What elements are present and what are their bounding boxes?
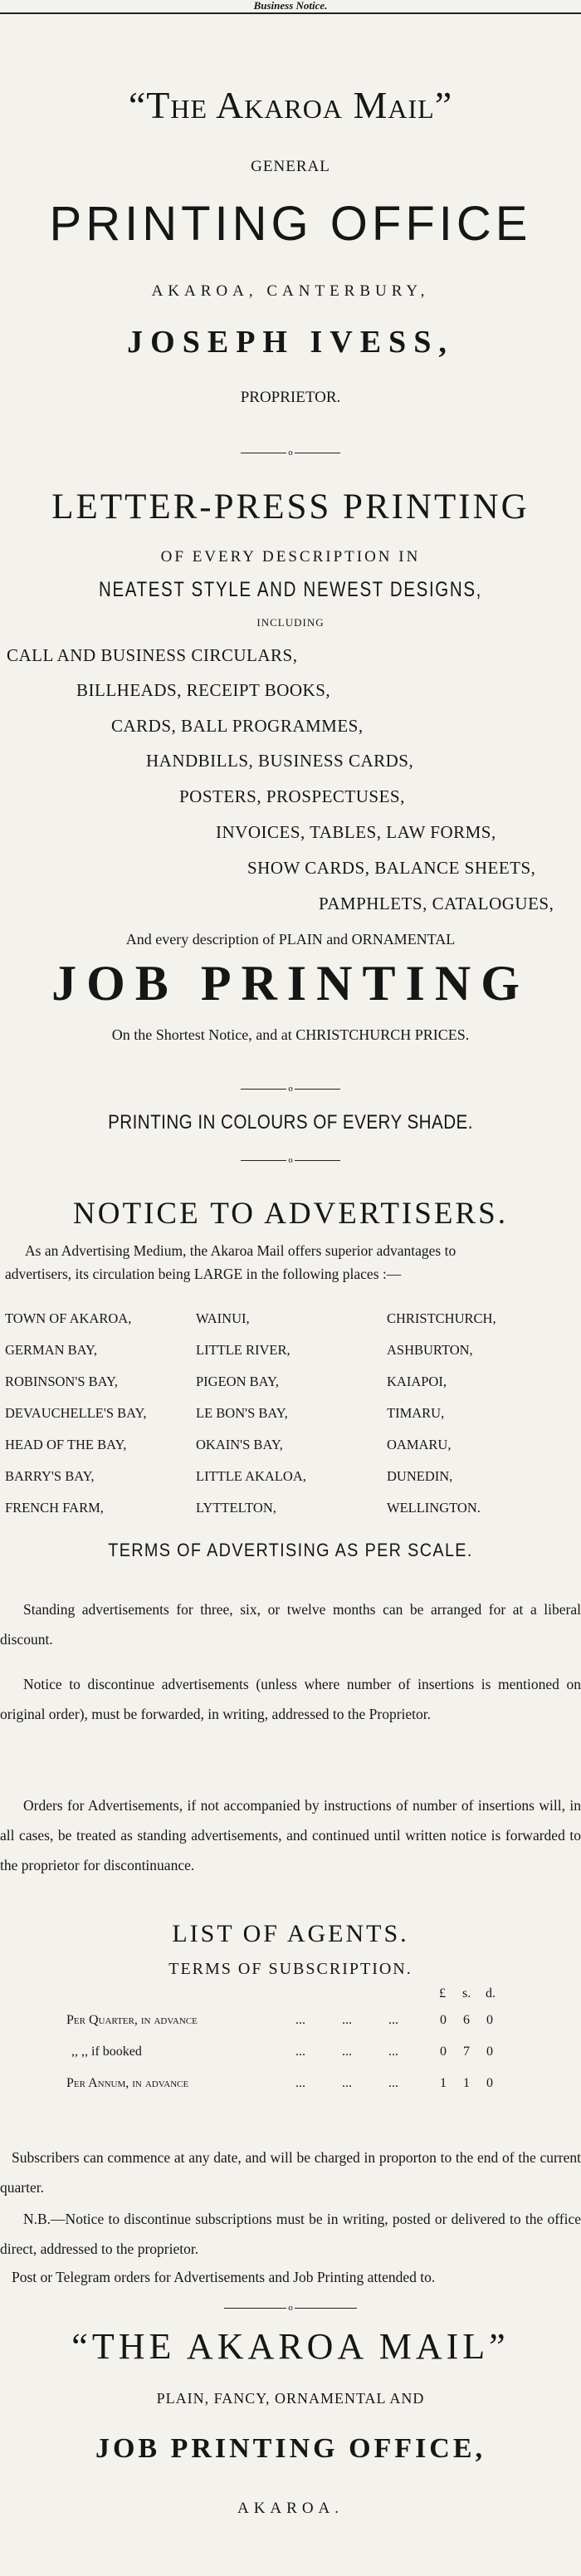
- footer-line-1: PLAIN, FANCY, ORNAMENTAL AND: [156, 2390, 425, 2407]
- subscription-heading: TERMS OF SUBSCRIPTION.: [168, 1960, 413, 1978]
- subscription-label: Per Quarter, in advance: [66, 2013, 198, 2027]
- advertisers-intro-2: advertisers, its circulation being LARGE in the following places :—: [5, 1266, 402, 1282]
- leader-dots: ...: [295, 2045, 305, 2059]
- subscription-paragraph: [0, 2143, 581, 2209]
- ornamental-rule: o: [241, 1156, 340, 1166]
- list-item: SHOW CARDS, BALANCE SHEETS,: [247, 858, 536, 878]
- footer-paper-title: “THE AKAROA MAIL”: [71, 2326, 510, 2367]
- pounds-value: 0: [440, 2013, 447, 2027]
- advertisers-intro-1: As an Advertising Medium, the Akaroa Mail offers superior advantages to: [25, 1242, 456, 1259]
- subscription-column-headers: [0, 1986, 581, 2008]
- place-name: WELLINGTON.: [387, 1500, 481, 1516]
- place-name: ROBINSON'S BAY,: [5, 1374, 118, 1389]
- list-item: HANDBILLS, BUSINESS CARDS,: [146, 751, 414, 771]
- place-name: CHRISTCHURCH,: [387, 1310, 496, 1326]
- place-name: OAMARU,: [387, 1437, 452, 1452]
- place-name: GERMAN BAY,: [5, 1342, 97, 1358]
- proprietor-name: JOSEPH IVESS,: [127, 325, 454, 360]
- list-item: BILLHEADS, RECEIPT BOOKS,: [76, 680, 331, 700]
- pence-value: 0: [486, 2013, 493, 2027]
- leader-dots: ...: [388, 2013, 398, 2027]
- section-header: [0, 0, 581, 13]
- place-name: LYTTELTON,: [196, 1500, 276, 1516]
- proprietor-label: PROPRIETOR.: [240, 389, 341, 406]
- advertising-paragraph: [0, 1669, 581, 1761]
- place-name: KAIAPOI,: [387, 1374, 447, 1389]
- location-line: AKAROA, CANTERBURY,: [151, 282, 430, 300]
- subscription-label: Per Annum, in advance: [66, 2076, 189, 2090]
- place-name: DUNEDIN,: [387, 1468, 453, 1484]
- terms-advertising: TERMS OF ADVERTISING AS PER SCALE.: [108, 1540, 473, 1560]
- pence-value: 0: [486, 2045, 493, 2059]
- leader-dots: ...: [342, 2045, 352, 2059]
- list-item: CALL AND BUSINESS CIRCULARS,: [7, 645, 298, 665]
- leader-dots: ...: [342, 2013, 352, 2027]
- place-name: LITTLE AKALOA,: [196, 1468, 306, 1484]
- list-item: INVOICES, TABLES, LAW FORMS,: [216, 822, 496, 842]
- shillings-header: s.: [462, 1986, 471, 2001]
- colours-line: PRINTING IN COLOURS OF EVERY SHADE.: [108, 1111, 473, 1134]
- subscription-row: [0, 2076, 581, 2098]
- letterpress-sub2: NEATEST STYLE AND NEWEST DESIGNS,: [99, 578, 482, 601]
- general-label: GENERAL: [251, 158, 330, 175]
- shillings-value: 7: [463, 2045, 470, 2059]
- ornamental-rule: o: [224, 2304, 357, 2314]
- subscription-paragraph: [0, 2262, 581, 2295]
- letterpress-sub1: OF EVERY DESCRIPTION IN: [160, 548, 421, 566]
- paper-title: “The Akaroa Mail”: [128, 84, 453, 126]
- letterpress-heading: LETTER-PRESS PRINTING: [51, 487, 530, 526]
- list-item: PAMPHLETS, CATALOGUES,: [319, 894, 554, 913]
- list-item: CARDS, BALL PROGRAMMES,: [111, 716, 364, 736]
- advertising-paragraph: [0, 1790, 581, 1890]
- shillings-value: 6: [463, 2013, 470, 2027]
- place-name: LITTLE RIVER,: [196, 1342, 290, 1358]
- footer-line-2: JOB PRINTING OFFICE,: [95, 2433, 486, 2464]
- para-nb: N.B.—Notice to discontinue subscriptions must be in writing, posted or delivered to the office direct, addressed to the proprietor.: [0, 2211, 581, 2257]
- pence-header: d.: [486, 1986, 496, 2001]
- pounds-header: £: [439, 1986, 446, 2001]
- place-name: LE BON'S BAY,: [196, 1405, 288, 1421]
- ornamental-rule: o: [241, 448, 340, 458]
- pounds-value: 1: [440, 2076, 447, 2090]
- header-rule: [0, 12, 581, 14]
- place-name: ASHBURTON,: [387, 1342, 473, 1358]
- leader-dots: ...: [388, 2045, 398, 2059]
- para-post: Post or Telegram orders for Advertisements and Job Printing attended to.: [12, 2269, 436, 2285]
- job-printing-title: JOB PRINTING: [51, 956, 530, 1011]
- including-label: INCLUDING: [256, 616, 325, 629]
- para-subscribers: Subscribers can commence at any date, and will be charged in proporton to the end of the current quarter.: [0, 2149, 581, 2196]
- footer-line-3: AKAROA.: [237, 2500, 344, 2517]
- leader-dots: ...: [342, 2076, 352, 2090]
- place-name: HEAD OF THE BAY,: [5, 1437, 127, 1452]
- place-name: FRENCH FARM,: [5, 1500, 104, 1516]
- leader-dots: ...: [295, 2076, 305, 2090]
- para-standing: Standing advertisements for three, six, or twelve months can be arranged for at a liberal discount.: [0, 1601, 581, 1648]
- subscription-row: [0, 2045, 581, 2066]
- pounds-value: 0: [440, 2045, 447, 2059]
- place-name: WAINUI,: [196, 1310, 250, 1326]
- advertisers-heading: NOTICE TO ADVERTISERS.: [73, 1197, 508, 1231]
- every-description: And every description of PLAIN and ORNAMENTAL: [125, 931, 456, 948]
- shillings-value: 1: [463, 2076, 470, 2090]
- ornamental-rule: o: [241, 1085, 340, 1095]
- place-name: PIGEON BAY,: [196, 1374, 279, 1389]
- leader-dots: ...: [388, 2076, 398, 2090]
- leader-dots: ...: [295, 2013, 305, 2027]
- place-name: OKAIN'S BAY,: [196, 1437, 283, 1452]
- para-orders: Orders for Advertisements, if not accompanied by instructions of number of insertions will, in all cases, be treated as standing advertisements, and continued until written notice is forwarded to the proprietor for discontinuance.: [0, 1797, 581, 1873]
- advertising-paragraph: [0, 1594, 581, 1677]
- printing-office-title: PRINTING OFFICE: [49, 197, 532, 251]
- para-discontinue: Notice to discontinue advertisements (unless where number of insertions is mentioned on original order), must be forwarded, in writing, addressed to the Proprietor.: [0, 1676, 581, 1722]
- subscription-row: [0, 2013, 581, 2035]
- place-name: DEVAUCHELLE'S BAY,: [5, 1405, 147, 1421]
- place-name: TIMARU,: [387, 1405, 445, 1421]
- pence-value: 0: [486, 2076, 493, 2090]
- subscription-label: ,, ,, if booked: [71, 2045, 142, 2059]
- list-item: POSTERS, PROSPECTUSES,: [179, 786, 405, 806]
- shortest-notice: On the Shortest Notice, and at CHRISTCHURCH PRICES.: [111, 1026, 470, 1043]
- agents-heading: LIST OF AGENTS.: [172, 1920, 409, 1947]
- section-title: Business Notice.: [253, 0, 328, 12]
- place-name: TOWN OF AKAROA,: [5, 1310, 132, 1326]
- place-name: BARRY'S BAY,: [5, 1468, 95, 1484]
- subscription-paragraph: [0, 2204, 581, 2270]
